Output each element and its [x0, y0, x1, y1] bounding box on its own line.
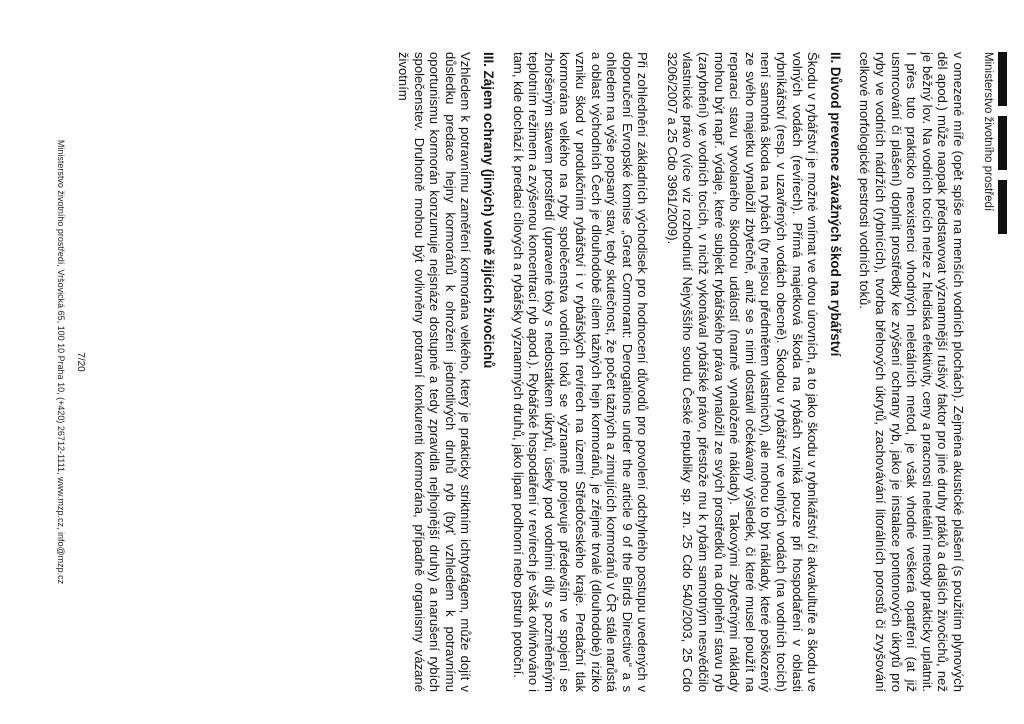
section-heading-2: II. Důvod prevence závažných škod na rybářství [827, 52, 843, 357]
page-footer: Ministerstvo životního prostředí, Vršovická 65, 100 10 Praha 10, (+420) 26712-1111, www.mzp.cz, info@mzp.cz [56, 139, 66, 585]
header-bar-segment [998, 180, 1007, 234]
paragraph-2a: Škodu v rybářství je možné vnímat ve dvou úrovních, a to jako škodu v rybníkářství či akvakultuře a škodu ve volných vodách (revírech). Přímá majetková škoda na rybách vzniká pouze při hospodaření v oblasti rybníkářství (resp. v uzavřených vodách obecně). Škodou v rybářství ve volných vodách (na vodních tocích) není samotná škoda na rybách (ty nejsou předmětem vlastnictví), ale mohou to být náklady, které poškozený ze svého majetku vynaložil zbytečně, aniž se s nimi dostavil očekávaný výsledek, či které musel použít na reparaci stavu vyvolaného škodnou událostí (marně vynaložené náklady). Takovými zbytečnými náklady mohou být např. výdaje, které subjekt rybářského práva vynaložil ze svých prostředků na doplnění stavu ryb (zarybnění) ve vodních tocích, v nichž vykonával rybářské právo, přestože mu k rybám samotným nesvědčilo vlastnické právo (více viz rozhodnutí Nejvyššího soudu České republiky sp. zn. 25 Cdo 540/2003, 25 Cdo 3206/2007 a 25 Cdo 3961/2009). [664, 52, 821, 692]
header-bar [994, 52, 1010, 234]
header-bar-segment [998, 116, 1007, 170]
paragraph-3: Vzhledem k potravnímu zaměření kormorána velkého, který je prakticky striktním ichtyofágem, může dojít v důsledku predace hejny kormoránů k ohrožení jednotlivých druhů ryb (byť vzhledem k potravnímu oportunismu kormorán konzumuje nejsnáze dostupné a tedy zpravidla nejhojnější druhy) a narušení rybích společenstev. Druhotně mohou být ovlivněny potravní konkurenti kormorána, případně organismy vázané životním [396, 52, 474, 692]
document-body [381, 52, 966, 692]
header-bar-segment [998, 52, 1007, 106]
page-number: 7/20 [75, 352, 86, 372]
paragraph-2b: Při zohlednění základních východisek pro hodnocení důvodů pro povolení odchylného postupu uvedených v doporučení Evropské komise „Great Cormorant: Derogations under the article 9 of the Birds Directive“ a s ohledem na výše popsaný stav, tedy skutečnost, že počet tažných a zimujících kormoránů v ČR stále narůstá a oblast východních Čech je dlouhodobě cílem tažných hejn kormoránů, je zřejmé trvalé (dlouhodobé) riziko vzniku škod v produkčním rybářství i v rybářských revírech na území Středočeského kraje. Predační tlak kormorána velkého na ryby společenstva vodních toků se významně projevuje především ve spojení se zhoršeným stavem prostředí (upravené toky s nedostatkem úkrytů, úseky pod vodními díly s pozměněným teplotním režimem a zvýšenou koncentrací ryb apod.). Rybářské hospodaření v revírech je však ovlivňováno i tam, kde dochází k predaci cílových a rybářsky významných druhů, jako lipan podhorní nebo pstruh potoční. [510, 52, 651, 692]
header-title: Ministerstvo životního prostředí [982, 52, 994, 212]
section-heading-3: III. Zájem ochrany (jiných) volně žijících živočichů [480, 52, 496, 369]
paragraph-intro: v omezené míře (opět spíše na menších vodních plochách). Zejména akustické plašení (s použitím plynových děl apod.) může naopak představovat významnější rušivý faktor pro jiné druhy ptáků a dalších živočichů, než je běžný lov. Na vodních tocích nelze z hlediska efektivity, ceny a pracnosti neletální metody prakticky uplatnit. I přes tuto prakticko neexistenci vhodných neletálních metod, je však vhodné veškerá opatření (at již usmrcování či plašení) doplnit prostředky ke zvýšení ochrany ryb, jako je instalace pontonových úkrytů pro ryby ve vodních nádržích (rybnících), tvorba břehových úkrytů, zachovávání litorálních porostů či zvyšování celkové morfologické pestrosti vodních toků. [857, 52, 966, 692]
